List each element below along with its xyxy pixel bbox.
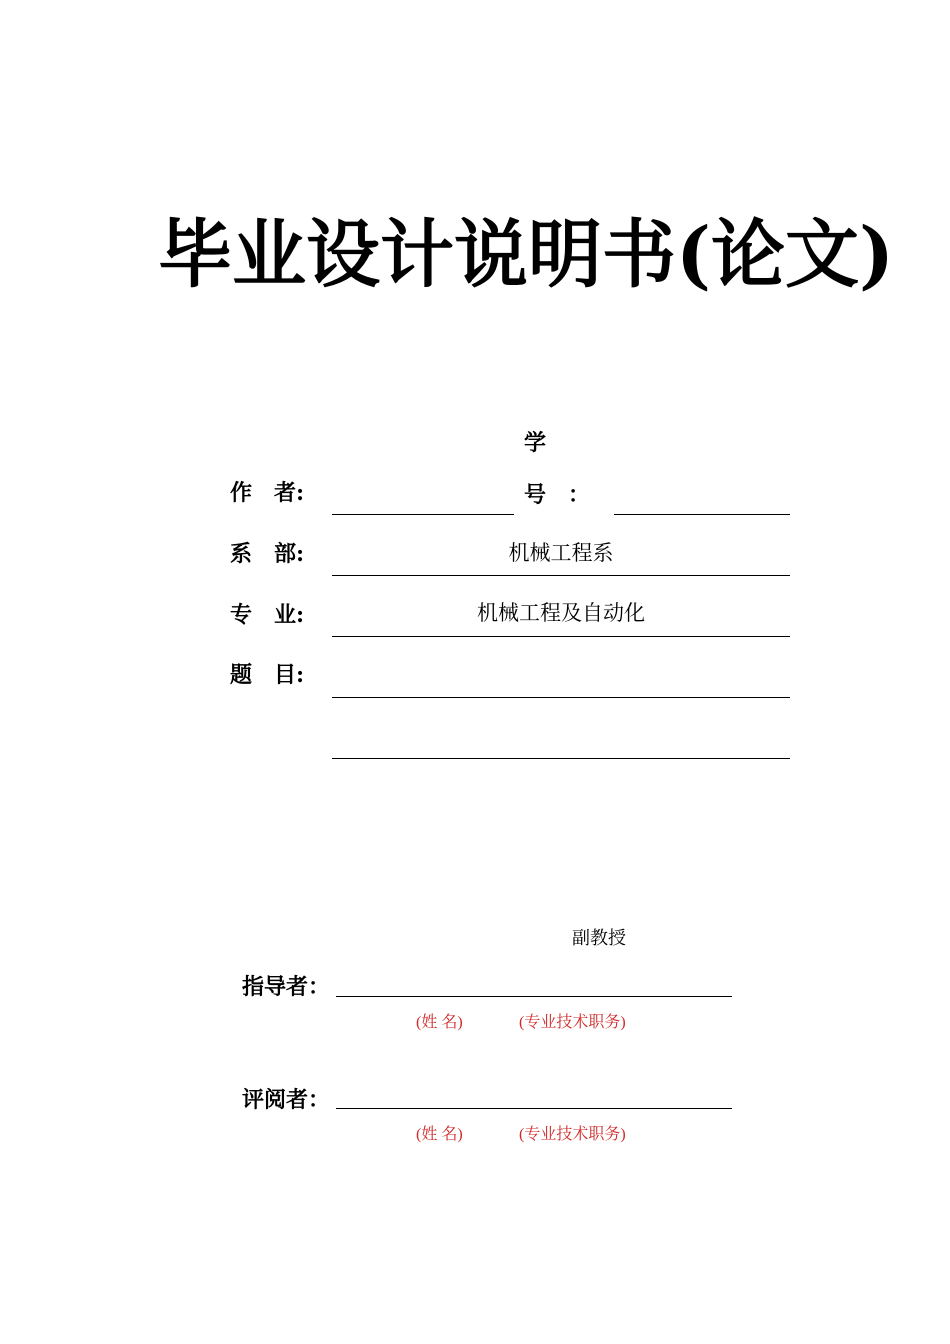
topic-line-1[interactable] [332,697,790,698]
author-label: 作 者: [230,480,305,506]
reviewer-label: 评阅者： [242,1087,331,1113]
advisor-rank-value: 副教授 [572,928,626,948]
advisor-name-hint: (姓 名) [416,1014,463,1031]
dept-label: 系 部: [230,541,305,567]
topic-label: 题 目: [230,662,305,688]
major-line[interactable] [332,636,790,637]
topic-line-2[interactable] [332,758,790,759]
dept-value: 机械工程系 [508,541,614,565]
reviewer-rank-hint: (专业技术职务) [519,1126,626,1143]
author-line[interactable] [332,514,514,515]
reviewer-name-hint: (姓 名) [416,1126,463,1143]
student-no-label-top: 学 [524,430,547,456]
advisor-label: 指导者： [242,974,331,1000]
advisor-line[interactable] [336,996,732,997]
document-title: 毕业设计说明书(论文) [158,212,895,298]
student-no-line[interactable] [614,514,790,515]
reviewer-line[interactable] [336,1108,732,1109]
advisor-rank-hint: (专业技术职务) [519,1014,626,1031]
major-value: 机械工程及自动化 [477,601,645,625]
dept-line[interactable] [332,575,790,576]
student-no-label: 号 ： [524,482,591,508]
major-label: 专 业: [230,602,305,628]
